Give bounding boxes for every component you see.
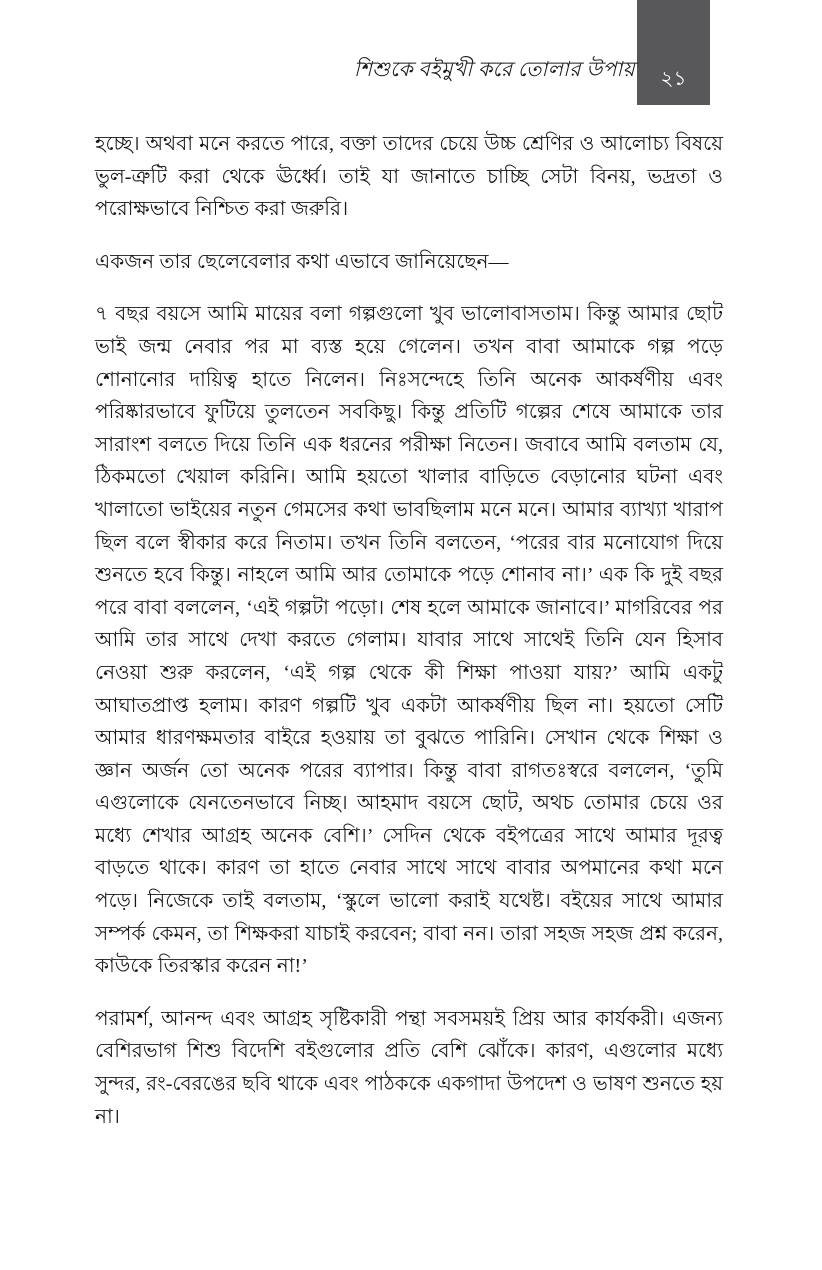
paragraph-continuation: হচ্ছে। অথবা মনে করতে পারে, বক্তা তাদের চেয়ে উচ্চ শ্রেণির ও আলোচ্য বিষয়ে ভুল-ত্রুটি করা থেকে ঊর্ধ্বে। তাই যা জানাতে চাচ্ছি সেটা বিনয়, ভদ্রতা ও পরোক্ষভাবে নিশ্চিত করা জরুরি। <box>95 133 723 221</box>
paragraph-conclusion: পরামর্শ, আনন্দ এবং আগ্রহ সৃষ্টিকারী পন্থা সবসময়ই প্রিয় আর কার্যকরী। এজন্য বেশিরভাগ শিশু বিদেশি বইগুলোর প্রতি বেশি ঝোঁকে। কারণ, এগুলোর মধ্যে সুন্দর, রং-বেরঙের ছবি থাকে এবং পাঠককে একগাদা উপদেশ ও ভাষণ শুনতে হয় না। <box>95 1007 723 1128</box>
running-head <box>95 54 723 94</box>
running-head-title: শিশুকে বইমুখী করে তোলার উপায় <box>353 59 635 81</box>
paragraph-lead-in: একজন তার ছেলেবেলার কথা এভাবে জানিয়েছেন— <box>95 250 509 273</box>
page-number: ২১ <box>660 68 687 90</box>
paragraph-anecdote: ৭ বছর বয়সে আমি মায়ের বলা গল্পগুলো খুব ভালোবাসতাম। কিন্তু আমার ছোট ভাই জন্ম নেবার পর মা ব্যস্ত হয়ে গেলেন। তখন বাবা আমাকে গল্প পড়ে শোনানোর দায়িত্ব হাতে নিলেন। নিঃসন্দেহে তিনি অনেক আকর্ষণীয় এবং পরিষ্কারভাবে ফুটিয়ে তুলতেন সবকিছু। কিন্তু প্রতিটি গল্পের শেষে আমাকে তার সারাংশ বলতে দিয়ে তিনি এক ধরনের পরীক্ষা নিতেন। জবাবে আমি বলতাম যে, ঠিকমতো খেয়াল করিনি। আমি হয়তো খালার বাড়িতে বেড়ানোর ঘটনা এবং খালাতো ভাইয়ের নতুন গেমসের কথা ভাবছিলাম মনে মনে। আমার ব্যাখ্যা খারাপ ছিল বলে স্বীকার করে নিতাম। তখন তিনি বলতেন, ‘পরের বার মনোযোগ দিয়ে শুনতে হবে কিন্তু। নাহলে আমি আর তোমাকে পড়ে শোনাব না।’ এক কি দুই বছর পরে বাবা বললেন, ‘এই গল্পটা পড়ো। শেষ হলে আমাকে জানাবে।’ মাগরিবের পর আমি তার সাথে দেখা করতে গেলাম। যাবার সাথে সাথেই তিনি যেন হিসাব নেওয়া শুরু করলেন, ‘এই গল্প থেকে কী শিক্ষা পাওয়া যায়?’ আমি একটু আঘাতপ্রাপ্ত হলাম। কারণ গল্পটি খুব একটা আকর্ষণীয় ছিল না। হয়তো সেটি আমার ধারণক্ষমতার বাইরে হওয়ায় তা বুঝতে পারিনি। সেখান থেকে শিক্ষা ও জ্ঞান অর্জন তো অনেক পরের ব্যাপার। কিন্তু বাবা রাগতঃস্বরে বললেন, ‘তুমি এগুলোকে যেনতেনভাবে নিচ্ছ। আহমাদ বয়সে ছোট, অথচ তোমার চেয়ে ওর মধ্যে শেখার আগ্রহ অনেক বেশি।’ সেদিন থেকে বইপত্রের সাথে আমার দূরত্ব বাড়তে থাকে। কারণ তা হাতে নেবার সাথে সাথে বাবার অপমানের কথা মনে পড়ে। নিজেকে তাই বলতাম, ‘স্কুলে ভালো করাই যথেষ্ট। বইয়ের সাথে আমার সম্পর্ক কেমন, তা শিক্ষকরা যাচাই করবেন; বাবা নন। তারা সহজ সহজ প্রশ্ন করেন, কাউকে তিরস্কার করেন না!’ <box>95 303 723 978</box>
body-text-column <box>95 128 723 1133</box>
